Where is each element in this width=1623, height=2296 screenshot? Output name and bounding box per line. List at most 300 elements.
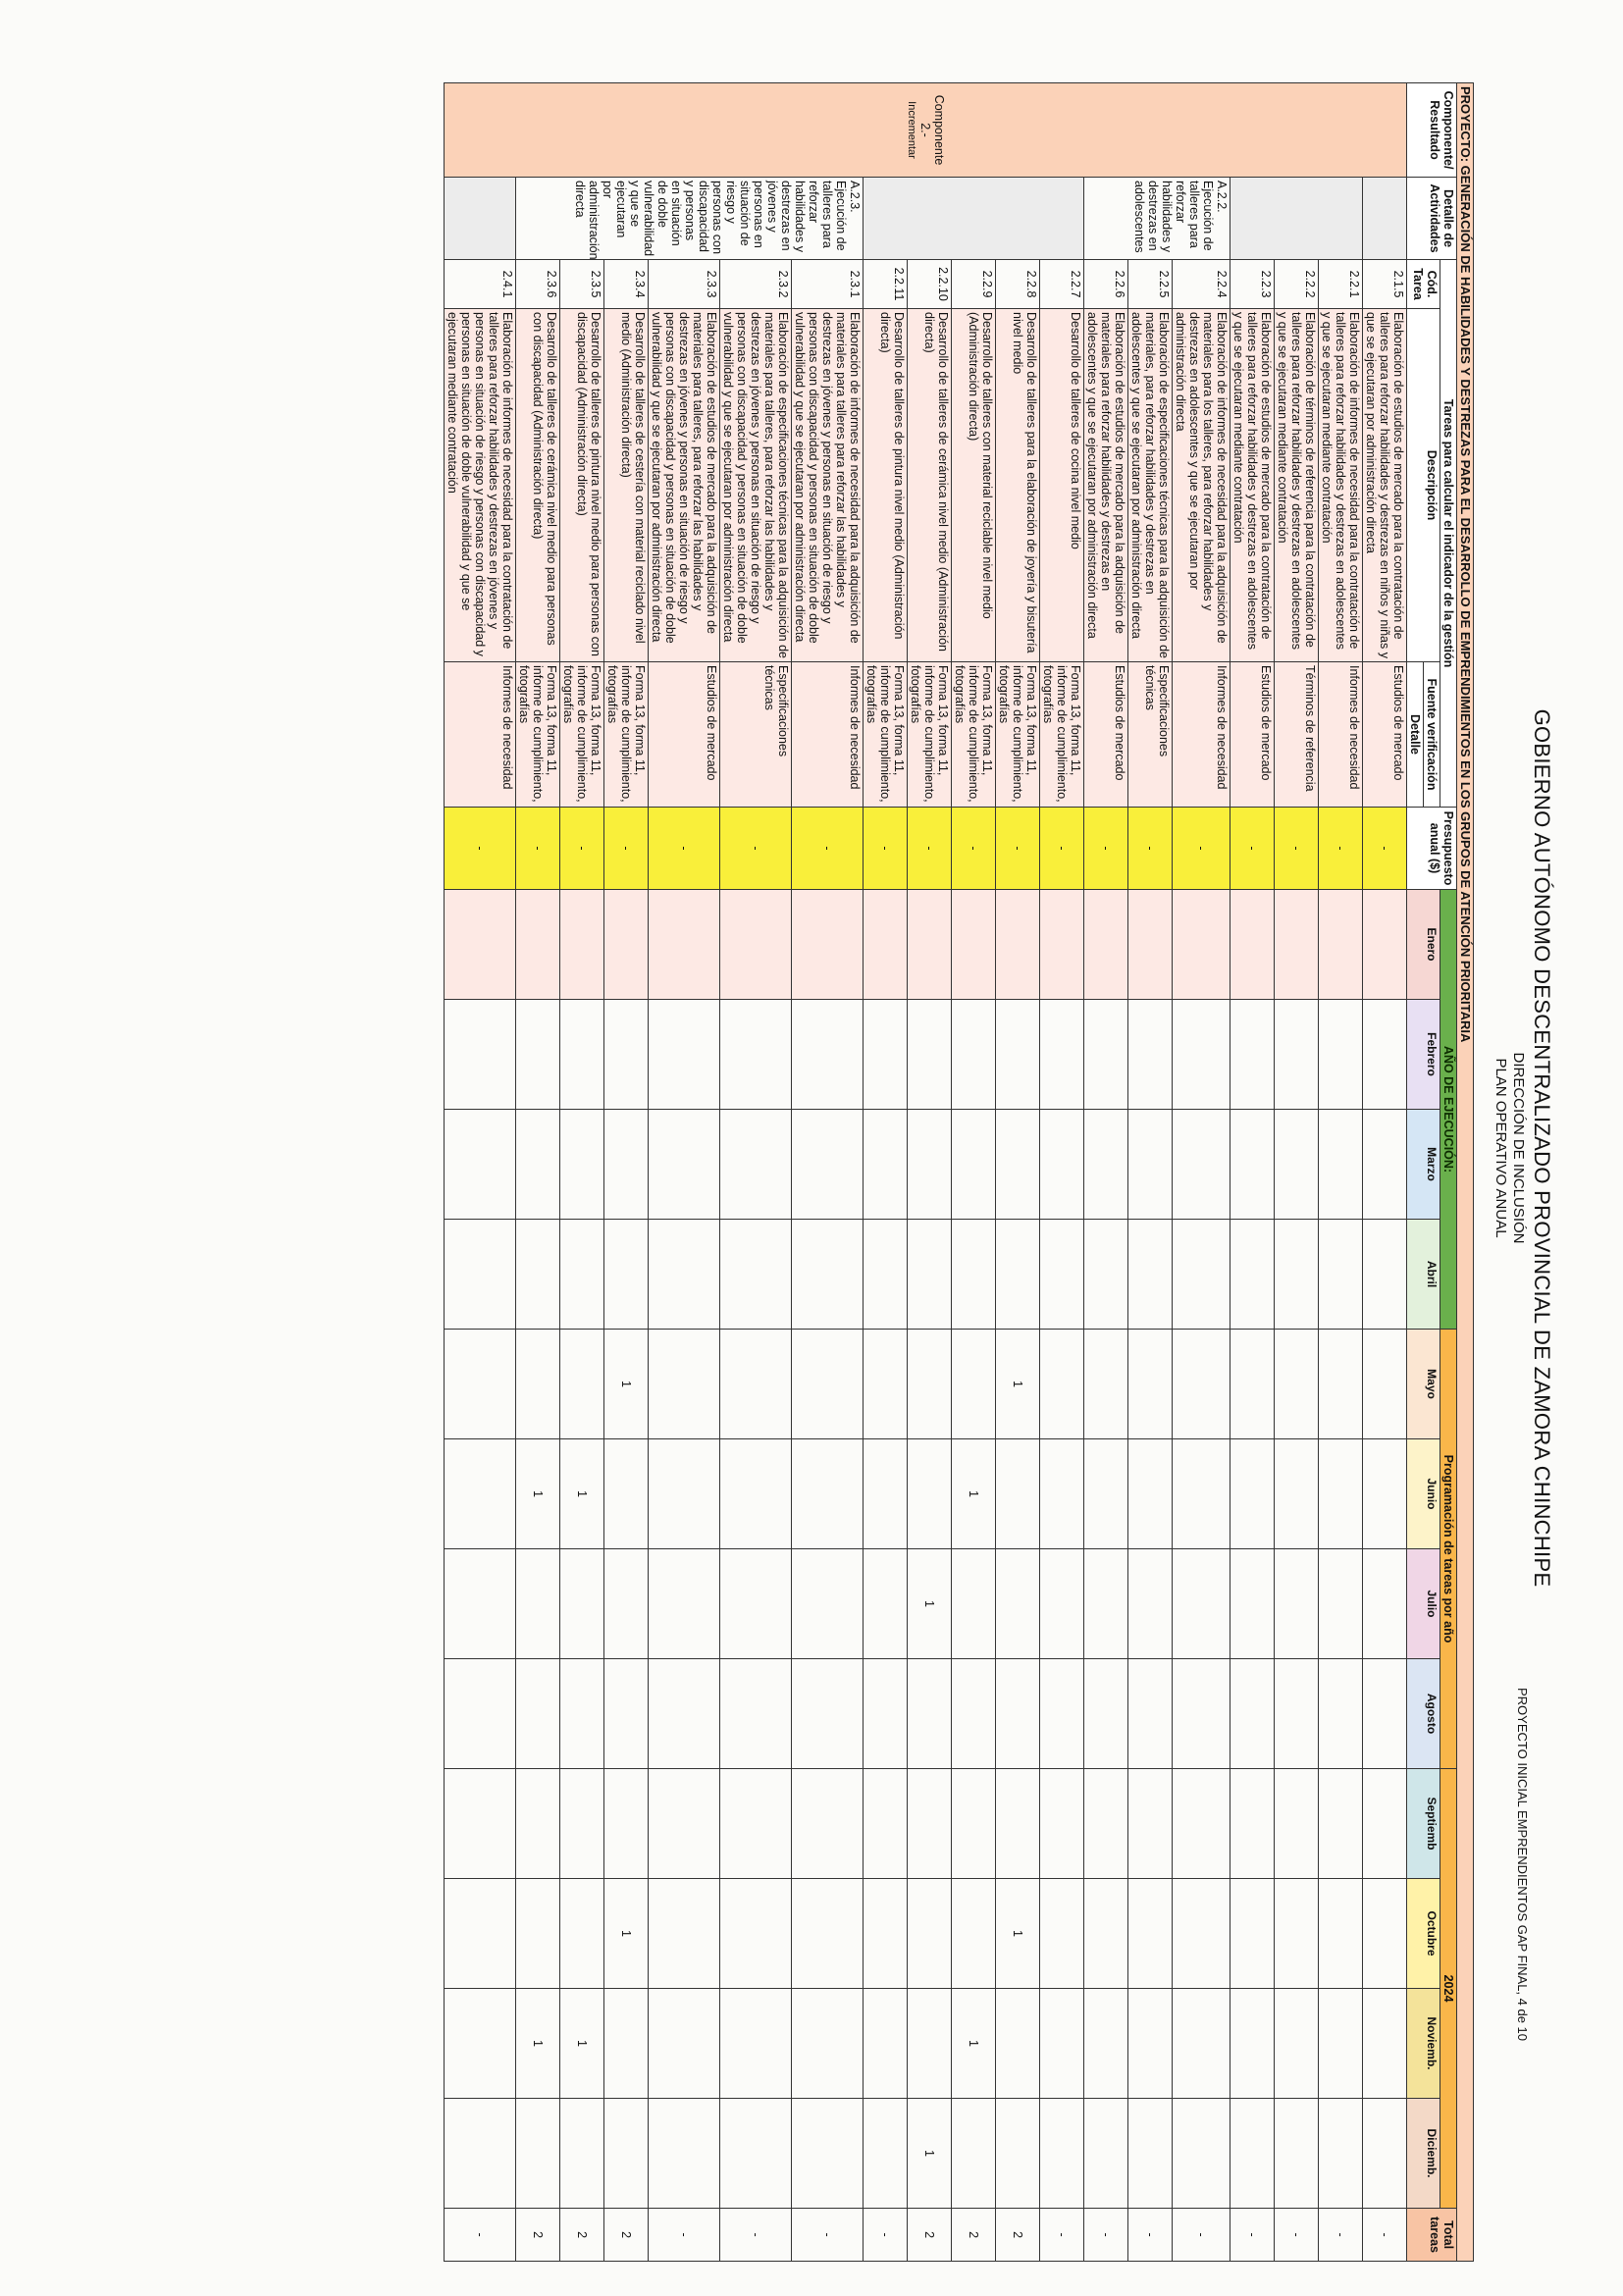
month-cell (1275, 1549, 1319, 1659)
month-cell (445, 1549, 516, 1659)
col-detalle-actividades: Detalle de Actividades (1407, 178, 1457, 260)
month-cell (649, 1769, 720, 1879)
month-cell (516, 890, 560, 1000)
task-code: 2.2.1 (1319, 260, 1363, 309)
month-cell: 1 (996, 1879, 1040, 1989)
month-cell (1173, 1439, 1230, 1549)
month-cell (1128, 890, 1173, 1000)
task-total: 2 (516, 2209, 560, 2262)
task-total: 2 (560, 2209, 604, 2262)
task-source: Términos de referencia (1275, 662, 1319, 808)
month-cell (649, 1549, 720, 1659)
month-cell (720, 1000, 792, 1110)
month-cell (908, 1659, 952, 1769)
task-code: 2.3.4 (604, 260, 649, 309)
month-cell (1128, 1110, 1173, 1220)
col-detalle-fuente: Detalle (1407, 662, 1424, 808)
task-total: - (445, 2209, 516, 2262)
month-cell (792, 1549, 864, 1659)
table-row (952, 83, 996, 2262)
task-total: - (1173, 2209, 1230, 2262)
task-total: - (1319, 2209, 1363, 2262)
month-cell (908, 1769, 952, 1879)
task-budget: - (908, 808, 952, 890)
month-cell (864, 1439, 908, 1549)
month-cell (1275, 890, 1319, 1000)
month-cell (445, 1989, 516, 2099)
month-cell (720, 1439, 792, 1549)
month-header: Julio (1407, 1549, 1440, 1659)
task-budget: - (604, 808, 649, 890)
table-row (1230, 83, 1275, 2262)
month-cell (516, 1549, 560, 1659)
month-cell (1128, 1769, 1173, 1879)
task-code: 2.2.3 (1230, 260, 1275, 309)
month-cell (1084, 1220, 1128, 1330)
task-budget: - (516, 808, 560, 890)
task-description: Elaboración de estudios de mercado para la adquisición de materiales para talleres, para reforzar las habilidades y destrezas en jóvenes y personas en situación de riesgo y personas con discapacidad y personas en situación de doble vulnerabilidad y que se ejecutaran por administración directa (649, 309, 720, 662)
month-cell (908, 1220, 952, 1330)
task-description: Elaboración de informes de necesidad para la adquisición de materiales para los talleres, para reforzar habilidades y destrezas en adolescentes y que se ejecutaran por administración directa (1173, 309, 1230, 662)
month-cell (792, 1659, 864, 1769)
month-cell (445, 1220, 516, 1330)
col-total: Total tareas (1407, 2209, 1457, 2262)
month-cell (1319, 1879, 1363, 1989)
month-cell (604, 1989, 649, 2099)
month-cell (1128, 2099, 1173, 2209)
month-cell (1084, 1879, 1128, 1989)
month-header: Mayo (1407, 1330, 1440, 1439)
month-cell (952, 2099, 996, 2209)
month-cell (1084, 1439, 1128, 1549)
month-cell (1230, 1659, 1275, 1769)
col-cod: Cód. Tarea (1407, 260, 1440, 309)
project-row (1457, 83, 1474, 2262)
month-cell (1319, 1000, 1363, 1110)
month-cell (720, 1879, 792, 1989)
table-row (649, 83, 720, 2262)
month-cell (1230, 1110, 1275, 1220)
month-cell (445, 2099, 516, 2209)
activity-a23: A.2.3. Ejecución de talleres para reforzar habilidades y destrezas en jóvenes y personas en situación de riesgo y personas con discapacidad y personas en situación de doble vulnerabilidad y que se ejecutaran por administración directa (516, 178, 864, 260)
month-cell (1319, 1110, 1363, 1220)
activity-cell-a24 (445, 178, 516, 260)
task-budget: - (1275, 808, 1319, 890)
month-cell (604, 1110, 649, 1220)
month-cell (864, 1769, 908, 1879)
month-cell (649, 1989, 720, 2099)
month-cell (445, 1000, 516, 1110)
table-row (908, 83, 952, 2262)
month-cell (649, 1110, 720, 1220)
task-code: 2.3.2 (720, 260, 792, 309)
task-total: 2 (908, 2209, 952, 2262)
table-row (516, 83, 560, 2262)
month-cell: 1 (952, 1989, 996, 2099)
month-header: Enero (1407, 890, 1440, 1000)
task-source: Informes de necesidad (1173, 662, 1230, 808)
table-row (1275, 83, 1319, 2262)
month-cell (445, 1110, 516, 1220)
task-code: 2.3.5 (560, 260, 604, 309)
component-extra: Incrementar (906, 101, 917, 159)
month-cell (864, 2099, 908, 2209)
month-cell (604, 2099, 649, 2209)
task-description: Elaboración de estudios de mercado para la adquisición de materiales para reforzar habilidades y destrezas en adolescentes y que se ejecutaran por administración directa (1084, 309, 1128, 662)
month-cell (908, 890, 952, 1000)
task-description: Desarrollo de talleres con material reciclable nivel medio (Administración directa) (952, 309, 996, 662)
month-cell (445, 890, 516, 1000)
task-code: 2.2.11 (864, 260, 908, 309)
task-total: - (649, 2209, 720, 2262)
task-source: Forma 13, forma 11, informe de cumplimiento, fotografías (560, 662, 604, 808)
task-code: 2.3.6 (516, 260, 560, 309)
task-description: Elaboración de informes de necesidad para la adquisición de materiales para talleres para reforzar las habilidades y destrezas en jóvenes y personas en situación de riesgo y personas con discapacidad y personas en situación de doble vulnerabilidad y que se ejecutaran por administración directa (792, 309, 864, 662)
month-cell (1040, 2099, 1084, 2209)
month-cell (952, 1110, 996, 1220)
month-cell (996, 1000, 1040, 1110)
task-budget: - (1363, 808, 1407, 890)
activity-a22: A.2.2. Ejecución de talleres para reforzar habilidades y destrezas en adolescentes (1084, 178, 1230, 260)
task-total: - (1128, 2209, 1173, 2262)
month-header: Abril (1407, 1220, 1440, 1330)
month-cell (1230, 1330, 1275, 1439)
month-cell (1363, 1989, 1407, 2099)
month-cell (996, 1989, 1040, 2099)
month-cell: 1 (560, 1439, 604, 1549)
month-cell (1363, 1000, 1407, 1110)
month-cell (1275, 1330, 1319, 1439)
month-cell (864, 1659, 908, 1769)
programacion-label: Programación de tareas por año (1440, 1330, 1457, 1769)
month-cell (1275, 1879, 1319, 1989)
month-cell (720, 1330, 792, 1439)
table-row (1173, 83, 1230, 2262)
month-cell (792, 2099, 864, 2209)
month-cell (560, 2099, 604, 2209)
month-cell: 1 (996, 1330, 1040, 1439)
month-cell (1275, 1220, 1319, 1330)
task-description: Elaboración de especificaciones técnicas para la adquisición de materiales, para reforzar habilidades y destrezas en adolescentes y que se ejecutaran por administración directa (1128, 309, 1173, 662)
month-cell (445, 1659, 516, 1769)
month-cell (864, 1330, 908, 1439)
month-cell (720, 1989, 792, 2099)
task-code: 2.2.8 (996, 260, 1040, 309)
task-description: Elaboración de informes de necesidad para la contratación de talleres para reforzar habilidades y destrezas en adolescentes y que se ejecutaran mediante contratación (1319, 309, 1363, 662)
month-cell (908, 1879, 952, 1989)
month-cell (516, 1879, 560, 1989)
month-cell (1173, 1769, 1230, 1879)
col-componente: Componente/ Resultado (1407, 83, 1457, 178)
month-cell (1173, 2099, 1230, 2209)
month-cell (1040, 1000, 1084, 1110)
month-cell (720, 1110, 792, 1220)
month-cell (1230, 1549, 1275, 1659)
month-cell (445, 1330, 516, 1439)
month-cell (1040, 1989, 1084, 2099)
month-cell (952, 1549, 996, 1659)
month-cell (1319, 890, 1363, 1000)
month-cell (864, 1220, 908, 1330)
month-cell (720, 2099, 792, 2209)
month-cell (604, 1000, 649, 1110)
month-header: Octubre (1407, 1879, 1440, 1989)
anio-value: 2024 (1440, 1769, 1457, 2209)
month-cell (649, 890, 720, 1000)
month-cell (1173, 1659, 1230, 1769)
month-cell (445, 1769, 516, 1879)
month-cell (1128, 1659, 1173, 1769)
task-total: - (720, 2209, 792, 2262)
month-cell (649, 2099, 720, 2209)
month-cell (1363, 1330, 1407, 1439)
task-source: Informes de necesidad (792, 662, 864, 808)
month-cell (1040, 1330, 1084, 1439)
month-cell (1128, 1220, 1173, 1330)
month-cell (1319, 1659, 1363, 1769)
month-cell (1363, 1439, 1407, 1549)
month-cell (1128, 1439, 1173, 1549)
month-cell (864, 1989, 908, 2099)
month-cell (792, 1000, 864, 1110)
table-row (720, 83, 792, 2262)
month-cell (1363, 2099, 1407, 2209)
table-row (1040, 83, 1084, 2262)
month-cell (952, 1879, 996, 1989)
task-description: Desarrollo de talleres de cerámica nivel medio (Administración directa) (908, 309, 952, 662)
activity-cell-empty (1363, 178, 1407, 260)
task-source: Especificaciones técnicas (720, 662, 792, 808)
month-cell (1319, 1769, 1363, 1879)
month-cell (1040, 1220, 1084, 1330)
task-description: Desarrollo de talleres de cerámica nivel medio para personas con discapacidad (Administración directa) (516, 309, 560, 662)
month-cell (1084, 890, 1128, 1000)
month-cell (1230, 890, 1275, 1000)
month-cell (604, 1220, 649, 1330)
task-code: 2.2.4 (1173, 260, 1230, 309)
month-cell (996, 1220, 1040, 1330)
month-cell (649, 1659, 720, 1769)
task-description: Elaboración de términos de referencia para la contratación de talleres para reforzar habilidades y destrezas en adolescentes y que se ejecutaran mediante contratación (1275, 309, 1319, 662)
month-cell (908, 1000, 952, 1110)
month-cell (1319, 2099, 1363, 2209)
task-description: Desarrollo de talleres para la elaboración de joyería y bisutería nivel medio (996, 309, 1040, 662)
task-description: Desarrollo de talleres de pintura nivel medio para personas con discapacidad (Administración directa) (560, 309, 604, 662)
month-header: Agosto (1407, 1659, 1440, 1769)
task-total: - (1275, 2209, 1319, 2262)
month-header: Noviemb. (1407, 1989, 1440, 2099)
month-cell (952, 1220, 996, 1330)
task-total: - (864, 2209, 908, 2262)
header-row-2 (1424, 83, 1440, 2262)
month-cell: 1 (908, 1549, 952, 1659)
task-code: 2.2.6 (1084, 260, 1128, 309)
month-cell (516, 1769, 560, 1879)
month-cell (792, 1989, 864, 2099)
task-budget: - (864, 808, 908, 890)
month-cell (908, 1989, 952, 2099)
task-code: 2.3.1 (792, 260, 864, 309)
month-cell (864, 1549, 908, 1659)
task-budget: - (1319, 808, 1363, 890)
poa-table (444, 82, 1474, 2262)
month-cell (952, 1659, 996, 1769)
month-cell: 1 (516, 1439, 560, 1549)
month-cell (1275, 1000, 1319, 1110)
month-cell: 1 (604, 1879, 649, 1989)
task-budget: - (792, 808, 864, 890)
month-cell (560, 1330, 604, 1439)
month-cell (1040, 1549, 1084, 1659)
month-cell (560, 1659, 604, 1769)
month-cell (1084, 1769, 1128, 1879)
month-cell: 1 (516, 1989, 560, 2099)
header-row-1 (1440, 83, 1457, 2262)
project-title: PROYECTO: GENERACIÓN DE HABILIDADES Y DESTREZAS PARA EL DESARROLLO DE EMPRENDIMIENTOS EN LOS GRUPOS DE ATENCIÓN PRIORITARIA (1457, 83, 1474, 2262)
task-source: Estudios de mercado (1363, 662, 1407, 808)
col-tareas-group: Tareas para calcular el indicador de la gestión (1440, 260, 1457, 808)
month-cell (1319, 1439, 1363, 1549)
table-row (560, 83, 604, 2262)
month-cell (1275, 2099, 1319, 2209)
month-cell (720, 890, 792, 1000)
month-cell (1084, 1110, 1128, 1220)
month-cell (560, 1110, 604, 1220)
month-cell (996, 1110, 1040, 1220)
task-total: - (1040, 2209, 1084, 2262)
task-budget: - (445, 808, 516, 890)
task-total: - (1230, 2209, 1275, 2262)
month-cell (516, 1000, 560, 1110)
task-budget: - (996, 808, 1040, 890)
task-budget: - (1173, 808, 1230, 890)
month-cell (720, 1220, 792, 1330)
task-source: Estudios de mercado (649, 662, 720, 808)
month-cell (996, 1549, 1040, 1659)
month-cell (792, 1220, 864, 1330)
task-total: - (1084, 2209, 1128, 2262)
month-cell (1173, 1330, 1230, 1439)
month-cell (792, 1439, 864, 1549)
month-cell (445, 1439, 516, 1549)
month-cell (649, 1330, 720, 1439)
month-cell (908, 1330, 952, 1439)
month-cell (952, 890, 996, 1000)
month-cell (996, 2099, 1040, 2209)
month-cell (1363, 1769, 1407, 1879)
task-total: - (1363, 2209, 1407, 2262)
month-cell (1275, 1769, 1319, 1879)
month-cell (1230, 1769, 1275, 1879)
task-code: 2.3.3 (649, 260, 720, 309)
task-total: - (792, 2209, 864, 2262)
month-cell (1084, 1549, 1128, 1659)
table-row (792, 83, 864, 2262)
month-cell (952, 1000, 996, 1110)
month-cell (864, 1879, 908, 1989)
month-cell (516, 1110, 560, 1220)
task-description: Elaboración de informes de necesidad para la contratación de talleres para reforzar habilidades y destrezas en jóvenes y personas en situación de riesgo y personas con discapacidad y personas en situación de doble vulnerabilidad y que se ejecutaran mediante contratación (445, 309, 516, 662)
task-budget: - (1040, 808, 1084, 890)
task-budget: - (1230, 808, 1275, 890)
month-cell (516, 1659, 560, 1769)
month-cell (1275, 1110, 1319, 1220)
month-cell (1363, 1879, 1407, 1989)
month-cell (604, 890, 649, 1000)
month-header: Septiemb (1407, 1769, 1440, 1879)
task-source: Especificaciones técnicas (1128, 662, 1173, 808)
task-code: 2.2.7 (1040, 260, 1084, 309)
month-cell (1084, 1659, 1128, 1769)
month-cell (1230, 1220, 1275, 1330)
task-description: Desarrollo de talleres de pintura nivel medio (Administración directa) (864, 309, 908, 662)
table-row (864, 83, 908, 2262)
month-cell (996, 1659, 1040, 1769)
month-cell (1084, 2099, 1128, 2209)
month-cell (908, 1110, 952, 1220)
month-cell (908, 1439, 952, 1549)
col-fuente: Fuente verificación (1424, 662, 1440, 808)
task-budget: - (952, 808, 996, 890)
month-cell (1084, 1330, 1128, 1439)
task-total: 2 (952, 2209, 996, 2262)
month-cell (792, 1110, 864, 1220)
table-row (1363, 83, 1407, 2262)
month-cell (1363, 1220, 1407, 1330)
task-description: Desarrollo de talleres de cocina nivel medio (1040, 309, 1084, 662)
month-cell (560, 1879, 604, 1989)
month-cell (1363, 1110, 1407, 1220)
table-row (1128, 83, 1173, 2262)
month-cell (720, 1549, 792, 1659)
month-cell (1275, 1439, 1319, 1549)
month-cell (1319, 1330, 1363, 1439)
task-code: 2.2.10 (908, 260, 952, 309)
month-cell (604, 1549, 649, 1659)
month-cell (864, 1110, 908, 1220)
task-code: 2.2.5 (1128, 260, 1173, 309)
task-description: Elaboración de estudios de mercado para la contratación de talleres para reforzar habilidades y destrezas en niños y niñas y que se ejecutaran por administración directa (1363, 309, 1407, 662)
month-cell (560, 1769, 604, 1879)
month-cell (1040, 1439, 1084, 1549)
department-title: DIRECCIÓN DE INCLUSIÓN (1510, 1052, 1527, 1244)
task-description: Elaboración de especificaciones técnicas para la adquisición de materiales para talleres, para reforzar las habilidades y destrezas en jóvenes y personas en situación de riesgo y personas con discapacidad y personas en situación de doble vulnerabilidad y que se ejecutaran por administración directa (720, 309, 792, 662)
table-row (1084, 83, 1128, 2262)
activity-cell-a21 (1230, 178, 1363, 260)
month-cell (604, 1769, 649, 1879)
month-header: Febrero (1407, 1000, 1440, 1110)
task-source: Forma 13, forma 11, informe de cumplimiento, fotografías (908, 662, 952, 808)
month-cell (560, 1220, 604, 1330)
month-cell (1128, 1989, 1173, 2099)
task-source: Forma 13, forma 11, informe de cumplimiento, fotografías (604, 662, 649, 808)
month-cell (952, 1330, 996, 1439)
component-cell (445, 83, 1407, 178)
task-source: Informes de necesidad (1319, 662, 1363, 808)
task-total: 2 (604, 2209, 649, 2262)
month-cell (864, 890, 908, 1000)
month-cell (1173, 1110, 1230, 1220)
month-cell (1173, 1879, 1230, 1989)
month-cell (516, 1330, 560, 1439)
month-cell (649, 1439, 720, 1549)
month-cell (604, 1439, 649, 1549)
month-cell (1230, 1439, 1275, 1549)
month-cell (792, 890, 864, 1000)
task-code: 2.2.2 (1275, 260, 1319, 309)
month-cell (1128, 1000, 1173, 1110)
month-header: Junio (1407, 1439, 1440, 1549)
